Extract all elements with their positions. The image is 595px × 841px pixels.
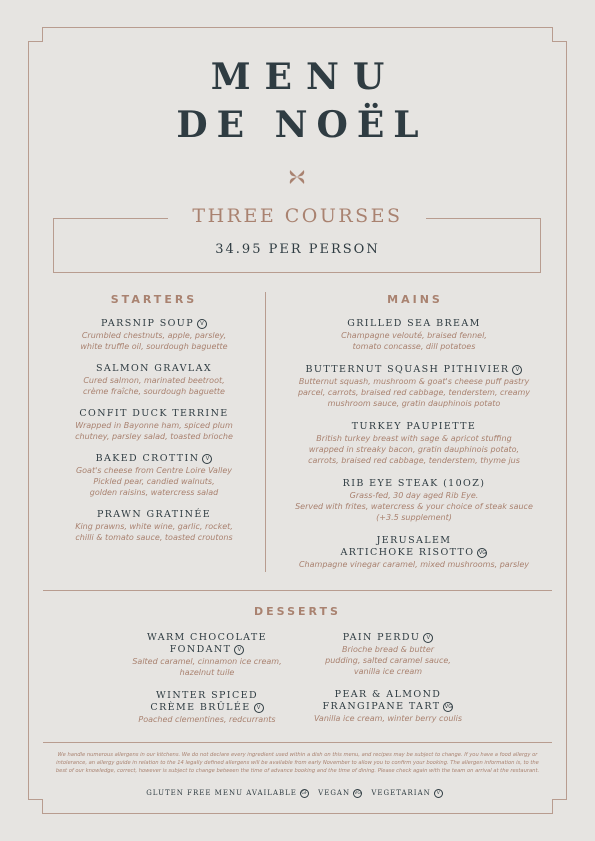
vegetarian-icon: V <box>202 454 212 464</box>
dietary-legend <box>0 789 595 798</box>
vegan-label: VEGAN <box>318 789 351 797</box>
menu-subtitle: DE NOËL <box>176 104 428 146</box>
dish-butternut-squash-pithivier: BUTTERNUT SQUASH PITHIVIER V Butternut squash, mushroom & goat's cheese puff pastry parcel, carrots, braised red cabbage, tenderstem, creamy mushroom sauce, gratin dauphinois potato <box>297 364 531 408</box>
desserts-left-column <box>118 632 296 736</box>
mains-heading: MAINS <box>387 293 443 306</box>
allergen-notice: We handle numerous allergens in our kitchens. We do not declare every ingredient used within a dish on this menu, and recipes may be subject to change. If you have a food allergy or intolerance, an allergy guide in relation to the 14 legally defined allergens will be available from early November to allow you to confirm your booking. The allergen information is, to the best of our knowledge, correct, however is subject to change between the time of advance booking and the time of dining. Please check again with the team on arrival at the restaurant. <box>55 752 540 774</box>
vegetarian-label: VEGETARIAN <box>371 789 431 797</box>
vegetarian-icon: V <box>254 703 264 713</box>
dish-salmon-gravlax: SALMON GRAVLAX Cured salmon, marinated beetroot, crème fraîche, sourdough baguette <box>83 363 225 396</box>
vegetarian-icon: V <box>234 645 244 655</box>
courses-title: THREE COURSES <box>0 205 595 227</box>
dish-confit-duck-terrine: CONFIT DUCK TERRINE Wrapped in Bayonne ham, spiced plum chutney, parsley salad, toasted brioche <box>75 408 233 441</box>
vegetarian-icon: V <box>434 789 443 798</box>
dish-baked-crottin: BAKED CROTTIN V Goat's cheese from Centre Loire Valley Pickled pear, candied walnuts, golden raisins, watercress salad <box>75 453 233 497</box>
gluten-free-icon: GF <box>301 791 308 796</box>
allergen-divider <box>43 742 552 743</box>
starters-column <box>60 318 248 554</box>
menu-title: MENU <box>210 56 399 98</box>
price-per-person: 34.95 PER PERSON <box>215 242 380 257</box>
starters-heading: STARTERS <box>110 293 198 306</box>
column-divider <box>265 292 266 572</box>
gluten-free-label: GLUTEN FREE MENU AVAILABLE <box>146 789 297 797</box>
vegan-icon: VG <box>354 791 361 796</box>
vegan-icon: VG <box>478 550 487 556</box>
desserts-right-column <box>298 632 478 735</box>
dish-parsnip-soup: PARSNIP SOUP V Crumbled chestnuts, apple, parsley, white truffle oil, sourdough baguette <box>80 318 228 351</box>
vegetarian-icon: V <box>423 633 433 643</box>
vegetarian-icon: V <box>197 319 207 329</box>
flourish-icon <box>288 168 306 186</box>
dish-rib-eye-steak: RIB EYE STEAK (10OZ) Grass-fed, 30 day aged Rib Eye. Served with frites, watercress & your choice of steak sauce (+3.5 supplement) <box>295 478 533 522</box>
dish-pain-perdu: PAIN PERDU V Brioche bread & butter pudding, salted caramel sauce, vanilla ice cream <box>325 632 451 676</box>
dish-warm-chocolate-fondant: WARM CHOCOLATE FONDANT V Salted caramel, cinnamon ice cream, hazelnut tuile <box>132 632 282 677</box>
dish-grilled-sea-bream: GRILLED SEA BREAM Champagne velouté, braised fennel, tomato concasse, dill potatoes <box>341 318 487 351</box>
desserts-divider <box>43 590 552 591</box>
desserts-heading: DESSERTS <box>254 605 341 618</box>
dish-winter-spiced-creme-brulee: WINTER SPICED CRÈME BRÛLÉE V Poached clementines, redcurrants <box>138 690 276 724</box>
vegetarian-icon: V <box>512 365 522 375</box>
vegan-icon: VG <box>444 704 453 710</box>
mains-column <box>288 318 540 581</box>
dish-prawn-gratinee: PRAWN GRATINÉE King prawns, white wine, garlic, rocket, chilli & tomato sauce, toasted croutons <box>75 509 233 542</box>
dish-pear-almond-frangipane-tart: PEAR & ALMOND FRANGIPANE TART VG Vanilla ice cream, winter berry coulis <box>313 689 463 723</box>
dish-turkey-paupiette: TURKEY PAUPIETTE British turkey breast with sage & apricot stuffing wrapped in streaky bacon, gratin dauphinois potato, carrots, braised red cabbage, tenderstem, thyme jus <box>308 421 520 465</box>
dish-jerusalem-artichoke-risotto: JERUSALEM ARTICHOKE RISOTTO VG Champagne vinegar caramel, mixed mushrooms, parsley <box>298 535 530 569</box>
